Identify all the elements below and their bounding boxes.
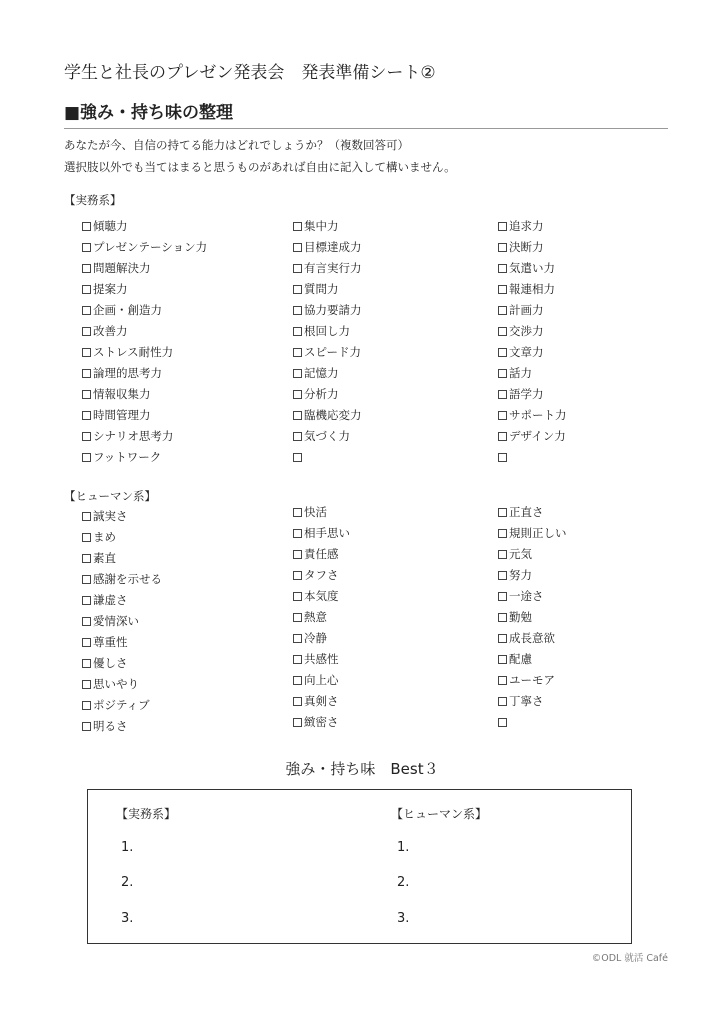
checkbox[interactable] — [293, 508, 302, 517]
checkbox[interactable] — [293, 264, 302, 273]
checklist-item[interactable] — [498, 384, 567, 405]
checklist-item[interactable] — [293, 628, 350, 649]
checkbox[interactable] — [293, 306, 302, 315]
checklist-item-label: フットワーク — [93, 450, 162, 464]
checklist-item-label: 根回し力 — [304, 324, 350, 338]
checklist-item[interactable] — [293, 691, 350, 712]
checklist-item[interactable] — [293, 712, 350, 733]
checklist-item[interactable] — [498, 321, 567, 342]
checklist-item[interactable] — [293, 502, 350, 523]
checklist-item[interactable] — [82, 405, 207, 426]
checklist-item-label: 文章力 — [509, 345, 544, 359]
checklist-item[interactable] — [82, 237, 207, 258]
checklist-item[interactable] — [82, 590, 162, 611]
checkbox[interactable] — [498, 529, 507, 538]
checkbox[interactable] — [498, 285, 507, 294]
checklist-item[interactable] — [82, 384, 207, 405]
checklist-item[interactable] — [293, 237, 362, 258]
checkbox[interactable] — [82, 701, 91, 710]
checklist-item-label: 気づく力 — [304, 429, 350, 443]
checklist-item-label: 素直 — [93, 551, 116, 565]
checklist-item[interactable] — [498, 607, 567, 628]
checkbox[interactable] — [293, 285, 302, 294]
checklist-item-label: 勤勉 — [509, 610, 532, 624]
checkbox[interactable] — [498, 222, 507, 231]
checkbox[interactable] — [498, 411, 507, 420]
checklist-item-label: 改善力 — [93, 324, 128, 338]
checklist-item-label: 真剣さ — [304, 694, 339, 708]
checklist-item[interactable] — [498, 712, 567, 733]
checklist-item[interactable] — [293, 384, 362, 405]
checklist-item[interactable] — [498, 342, 567, 363]
checklist-item-label: まめ — [93, 530, 116, 544]
checkbox[interactable] — [498, 306, 507, 315]
checkbox[interactable] — [293, 592, 302, 601]
checkbox[interactable] — [498, 453, 507, 462]
checklist-item-label: 報連相力 — [509, 282, 555, 296]
checkbox[interactable] — [498, 348, 507, 357]
checkbox[interactable] — [82, 680, 91, 689]
checklist-item[interactable] — [293, 258, 362, 279]
checklist-item[interactable] — [82, 716, 162, 737]
checkbox[interactable] — [82, 596, 91, 605]
checklist-item-label: 向上心 — [304, 673, 339, 687]
checkbox[interactable] — [82, 575, 91, 584]
checklist-item-label: スピード力 — [304, 345, 362, 359]
checklist-item[interactable] — [82, 426, 207, 447]
best3-practical-2: 2. — [121, 875, 134, 890]
checkbox[interactable] — [82, 533, 91, 542]
checkbox[interactable] — [293, 411, 302, 420]
checkbox[interactable] — [82, 512, 91, 521]
checklist-item[interactable] — [498, 565, 567, 586]
checkbox[interactable] — [293, 550, 302, 559]
checklist-item-label: 謙虚さ — [93, 593, 128, 607]
checkbox[interactable] — [82, 327, 91, 336]
checkbox[interactable] — [498, 550, 507, 559]
best3-box — [87, 789, 632, 944]
human-column — [293, 502, 350, 733]
checkbox[interactable] — [498, 592, 507, 601]
checkbox[interactable] — [498, 327, 507, 336]
checkbox[interactable] — [498, 676, 507, 685]
human-section-label: 【ヒューマン系】 — [64, 489, 156, 503]
checklist-item-label: 協力要請力 — [304, 303, 362, 317]
checklist-item[interactable] — [82, 342, 207, 363]
checklist-item-label: 時間管理力 — [93, 408, 151, 422]
checkbox[interactable] — [82, 617, 91, 626]
checklist-item[interactable] — [82, 363, 207, 384]
checklist-item[interactable] — [498, 258, 567, 279]
checklist-item[interactable] — [498, 691, 567, 712]
checklist-item[interactable] — [498, 670, 567, 691]
checkbox[interactable] — [293, 453, 302, 462]
checkbox[interactable] — [498, 718, 507, 727]
checklist-item[interactable] — [498, 544, 567, 565]
checkbox[interactable] — [293, 718, 302, 727]
best3-title: 強み・持ち味 Best３ — [285, 760, 439, 778]
checkbox[interactable] — [498, 697, 507, 706]
checkbox[interactable] — [82, 264, 91, 273]
checklist-item[interactable] — [293, 670, 350, 691]
checklist-item[interactable] — [498, 216, 567, 237]
checklist-item-label: 交渉力 — [509, 324, 544, 338]
checklist-item-label: 明るさ — [93, 719, 128, 733]
checklist-item[interactable] — [293, 321, 362, 342]
checklist-item[interactable] — [498, 447, 567, 468]
checkbox[interactable] — [498, 655, 507, 664]
checklist-item-label: ユーモア — [509, 673, 555, 687]
checklist-item[interactable] — [293, 447, 362, 468]
checklist-item-label: 規則正しい — [509, 526, 567, 540]
practical-column — [498, 216, 567, 468]
checklist-item-label: 企画・創造力 — [93, 303, 162, 317]
checklist-item[interactable] — [82, 548, 162, 569]
checkbox[interactable] — [293, 243, 302, 252]
checkbox[interactable] — [498, 508, 507, 517]
checklist-item[interactable] — [293, 586, 350, 607]
checklist-item-label: 優しさ — [93, 656, 128, 670]
checkbox[interactable] — [293, 697, 302, 706]
checklist-item-label: 緻密さ — [304, 715, 339, 729]
checklist-item-label: タフさ — [304, 568, 339, 582]
checkbox[interactable] — [293, 222, 302, 231]
checklist-item[interactable] — [82, 674, 162, 695]
checkbox[interactable] — [82, 638, 91, 647]
checkbox[interactable] — [498, 264, 507, 273]
checklist-item-label: 愛情深い — [93, 614, 139, 628]
checklist-item-label: 決断力 — [509, 240, 544, 254]
checklist-item[interactable] — [293, 607, 350, 628]
human-column — [498, 502, 567, 733]
checklist-item-label: 目標達成力 — [304, 240, 362, 254]
checklist-item-label: 元気 — [509, 547, 532, 561]
checkbox[interactable] — [82, 243, 91, 252]
intro-note: 選択肢以外でも当てはまると思うものがあれば自由に記入して構いません。 — [64, 160, 456, 174]
checkbox[interactable] — [293, 634, 302, 643]
checklist-item[interactable] — [498, 502, 567, 523]
checklist-item[interactable] — [293, 565, 350, 586]
checkbox[interactable] — [82, 306, 91, 315]
checklist-item-label: 思いやり — [93, 677, 139, 691]
checkbox[interactable] — [293, 390, 302, 399]
checklist-item-label: 冷静 — [304, 631, 327, 645]
checklist-item-label: 誠実さ — [93, 509, 128, 523]
intro-question: あなたが今、自信の持てる能力はどれでしょうか？（複数回答可） — [64, 138, 409, 152]
checklist-item-label: 感謝を示せる — [93, 572, 162, 586]
checkbox[interactable] — [82, 432, 91, 441]
checklist-item-label: 成長意欲 — [509, 631, 555, 645]
checklist-item[interactable] — [293, 300, 362, 321]
best3-human-3: 3. — [397, 911, 410, 926]
checkbox[interactable] — [82, 390, 91, 399]
checklist-item[interactable] — [82, 653, 162, 674]
checklist-item[interactable] — [293, 279, 362, 300]
checklist-item[interactable] — [498, 628, 567, 649]
checklist-item[interactable] — [498, 237, 567, 258]
checkbox[interactable] — [498, 613, 507, 622]
checkbox[interactable] — [82, 222, 91, 231]
checklist-item[interactable] — [293, 216, 362, 237]
best3-human-label: 【ヒューマン系】 — [391, 807, 488, 821]
checklist-item-label: 丁寧さ — [509, 694, 544, 708]
checklist-item-label: 気遣い力 — [509, 261, 555, 275]
practical-column — [82, 216, 207, 468]
checkbox[interactable] — [498, 390, 507, 399]
checklist-item-label: ストレス耐性力 — [93, 345, 174, 359]
checklist-item-label: 計画力 — [509, 303, 544, 317]
checklist-item-label: 臨機応変力 — [304, 408, 362, 422]
checklist-item-label: 集中力 — [304, 219, 339, 233]
checkbox[interactable] — [82, 369, 91, 378]
checkbox[interactable] — [293, 676, 302, 685]
checklist-item-label: 情報収集力 — [93, 387, 151, 401]
checklist-item-label: 質問力 — [304, 282, 339, 296]
checkbox[interactable] — [498, 243, 507, 252]
checkbox[interactable] — [293, 613, 302, 622]
best3-practical-label: 【実務系】 — [116, 807, 177, 821]
checklist-item-label: 尊重性 — [93, 635, 128, 649]
checklist-item[interactable] — [498, 405, 567, 426]
checklist-item[interactable] — [293, 342, 362, 363]
checklist-item-label: 傾聴力 — [93, 219, 128, 233]
checklist-item[interactable] — [82, 279, 207, 300]
checklist-item[interactable] — [293, 649, 350, 670]
checklist-item[interactable] — [498, 279, 567, 300]
checklist-item-label: 配慮 — [509, 652, 532, 666]
checkbox[interactable] — [82, 554, 91, 563]
checklist-item-label: 努力 — [509, 568, 532, 582]
page-title: 学生と社長のプレゼン発表会 発表準備シート② — [64, 63, 436, 83]
checklist-item[interactable] — [82, 695, 162, 716]
practical-column — [293, 216, 362, 468]
checkbox[interactable] — [498, 571, 507, 580]
best3-practical-3: 3. — [121, 911, 134, 926]
checklist-item-label: シナリオ思考力 — [93, 429, 174, 443]
checklist-item-label: 論理的思考力 — [93, 366, 162, 380]
checklist-item[interactable] — [82, 321, 207, 342]
human-column — [82, 506, 162, 737]
checklist-item[interactable] — [498, 523, 567, 544]
checklist-item[interactable] — [82, 569, 162, 590]
checklist-item[interactable] — [82, 527, 162, 548]
checklist-item-label: 共感性 — [304, 652, 339, 666]
checklist-item[interactable] — [293, 523, 350, 544]
checklist-item-label: 熱意 — [304, 610, 327, 624]
section-heading: ■強み・持ち味の整理 — [64, 103, 234, 123]
checklist-item-label: 提案力 — [93, 282, 128, 296]
checkbox[interactable] — [498, 369, 507, 378]
checkbox[interactable] — [82, 722, 91, 731]
checklist-item[interactable] — [82, 611, 162, 632]
checkbox[interactable] — [498, 432, 507, 441]
checklist-item-label: ポジティブ — [93, 698, 150, 712]
checklist-item[interactable] — [293, 544, 350, 565]
checklist-item[interactable] — [82, 300, 207, 321]
best3-human-2: 2. — [397, 875, 410, 890]
checklist-item-label: 正直さ — [509, 505, 544, 519]
checklist-item[interactable] — [82, 216, 207, 237]
checklist-item-label: 話力 — [509, 366, 532, 380]
checklist-item-label: 一途さ — [509, 589, 544, 603]
checklist-item-label: 語学力 — [509, 387, 544, 401]
checkbox[interactable] — [82, 659, 91, 668]
checklist-item-label: デザイン力 — [509, 429, 566, 443]
checklist-item[interactable] — [293, 405, 362, 426]
best3-human-1: 1. — [397, 840, 410, 855]
checklist-item-label: 相手思い — [304, 526, 350, 540]
checkbox[interactable] — [293, 327, 302, 336]
checklist-item-label: 快活 — [304, 505, 327, 519]
checklist-item[interactable] — [498, 426, 567, 447]
checklist-item[interactable] — [82, 632, 162, 653]
checklist-item[interactable] — [498, 363, 567, 384]
checkbox[interactable] — [293, 571, 302, 580]
checkbox[interactable] — [82, 453, 91, 462]
heading-divider — [64, 128, 668, 129]
checklist-item-label: 問題解決力 — [93, 261, 151, 275]
checkbox[interactable] — [82, 411, 91, 420]
checkbox[interactable] — [498, 634, 507, 643]
checklist-item-label: 有言実行力 — [304, 261, 362, 275]
checklist-item[interactable] — [82, 258, 207, 279]
checklist-item[interactable] — [82, 506, 162, 527]
checklist-item-label: サポート力 — [509, 408, 567, 422]
checklist-item[interactable] — [293, 426, 362, 447]
checklist-item-label: 責任感 — [304, 547, 339, 561]
checkbox[interactable] — [293, 655, 302, 664]
checkbox[interactable] — [293, 348, 302, 357]
checklist-item-label: 追求力 — [509, 219, 544, 233]
checklist-item[interactable] — [498, 300, 567, 321]
checkbox[interactable] — [293, 529, 302, 538]
checklist-item[interactable] — [293, 363, 362, 384]
checklist-item-label: プレゼンテーション力 — [93, 240, 208, 254]
checkbox[interactable] — [82, 285, 91, 294]
checklist-item[interactable] — [498, 586, 567, 607]
checkbox[interactable] — [82, 348, 91, 357]
best3-practical-1: 1. — [121, 840, 134, 855]
checkbox[interactable] — [293, 369, 302, 378]
checkbox[interactable] — [293, 432, 302, 441]
checklist-item-label: 記憶力 — [304, 366, 339, 380]
practical-section-label: 【実務系】 — [64, 193, 122, 207]
copyright: ©ODL 就活 Café — [591, 953, 668, 964]
checklist-item[interactable] — [82, 447, 207, 468]
checklist-item-label: 本気度 — [304, 589, 339, 603]
checklist-item-label: 分析力 — [304, 387, 339, 401]
checklist-item[interactable] — [498, 649, 567, 670]
